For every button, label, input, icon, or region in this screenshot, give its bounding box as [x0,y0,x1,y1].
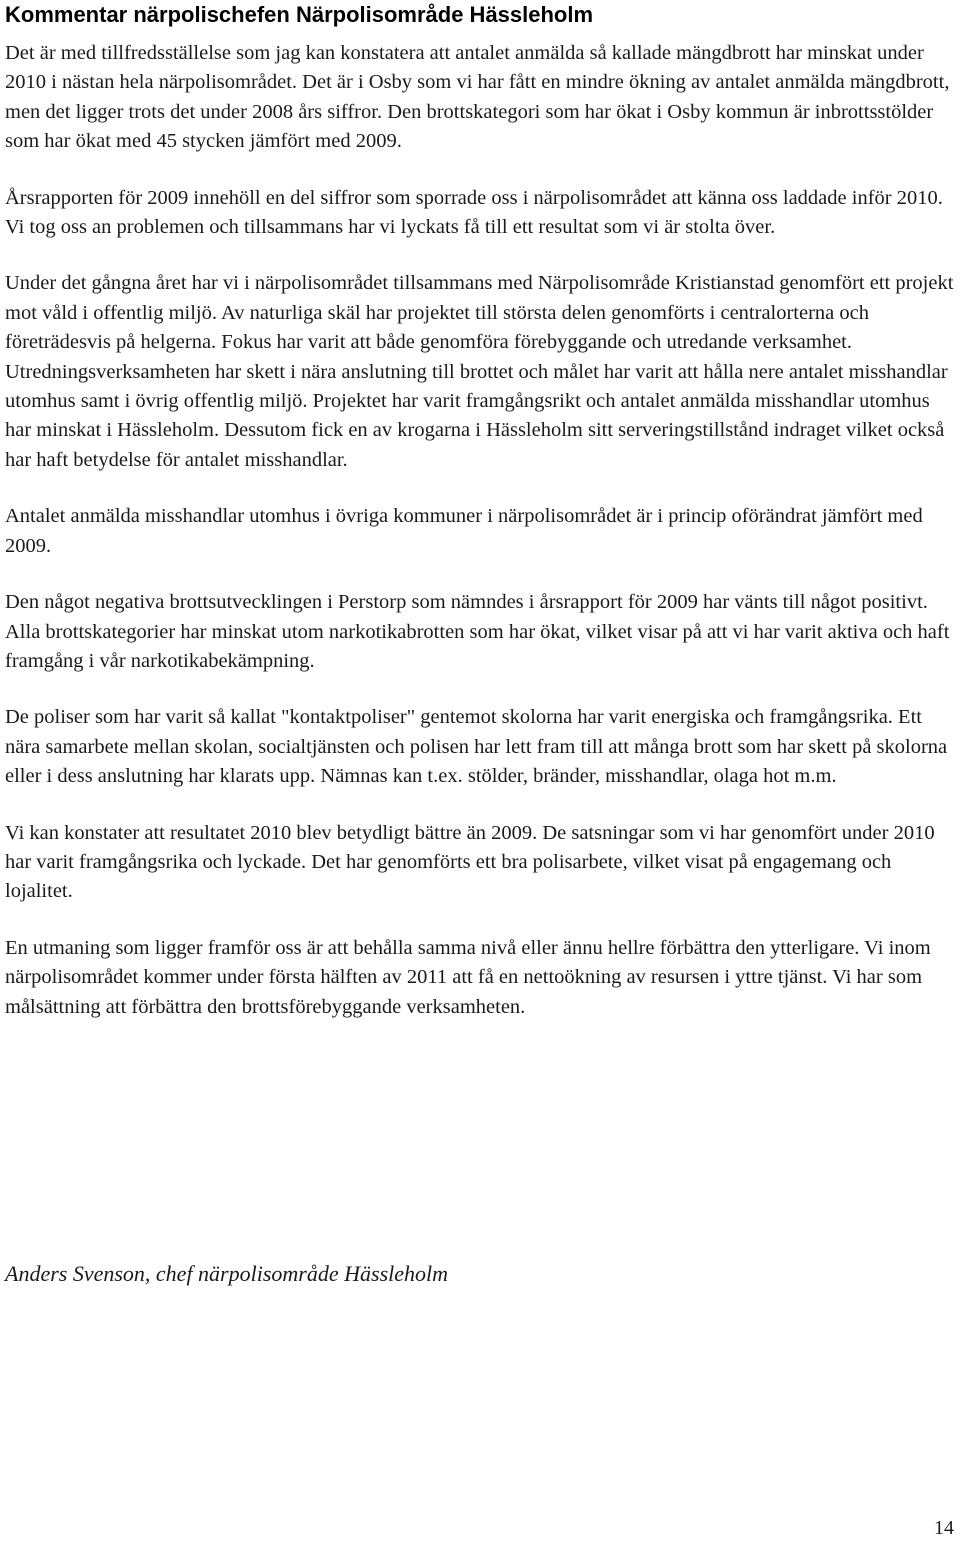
paragraph-arsrapport: Årsrapporten för 2009 innehöll en del siffror som sporrade oss i närpolisområdet att känna oss laddade inför 2010. Vi tog oss an problemen och tillsammans har vi lyckats få till ett resultat som vi är stolta över. [5,186,943,239]
paragraph-perstorp: Den något negativa brottsutvecklingen i Perstorp som nämndes i årsrapport för 2009 har vänts till något positivt. Alla brottskategorier har minskat utom narkotikabrotten som har ökat, vilket visar på att vi har varit aktiva och haft framgång i vår narkotikabekämpning. [5,591,950,672]
paragraph-vald-projekt: Under det gångna året har vi i närpolisområdet tillsammans med Närpolisområde Kristianstad genomfört ett projekt mot våld i offentlig miljö. Av naturliga skäl har projektet till största delen genomförts i centralorterna och företrädesvis på helgerna. Fokus har varit att både genomföra förebyggande och utredande verksamhet. Utredningsverksamheten har skett i nära anslutning till brottet och målet har varit att hålla nere antalet misshandlar utomhus samt i övrig offentlig miljö. Projektet har varit framgångsrikt och antalet anmälda misshandlar utomhus har minskat i Hässleholm. Dessutom fick en av krogarna i Hässleholm sitt serveringstillstånd indraget vilket också har haft betydelse för antalet misshandlar. [5,272,954,471]
paragraph-kontaktpoliser: De poliser som har varit så kallat "kontaktpoliser" gentemot skolorna har varit energiska och framgångsrika. Ett nära samarbete mellan skolan, socialtjänsten och polisen har lett fram till att många brott som har skett på skolorna eller i dess anslutning har klarats upp. Nämnas kan t.ex. stölder, bränder, misshandlar, olaga hot m.m. [5,706,948,788]
paragraph-mangdbrott: Det är med tillfredsställelse som jag kan konstatera att antalet anmälda så kallade mängdbrott har minskat under 2010 i nästan hela närpolisområdet. Det är i Osby som vi har fått en mindre ökning av antalet anmälda mängdbrott, men det ligger trots det under 2008 års siffror. Den brottskategori som har ökat i Osby kommun är inbrottsstölder som har ökat med 45 stycken jämfört med 2009. [5,42,950,153]
document-page [5,0,957,1049]
signature: Anders Svenson, chef närpolisområde Hässleholm [5,1261,449,1286]
paragraph-utmaning: En utmaning som ligger framför oss är att behålla samma nivå eller ännu hellre förbättra den ytterligare. Vi inom närpolisområdet kommer under första hälften av 2011 att få en nettoökning av resursen i yttre tjänst. Vi har som målsättning att förbättra den brottsförebyggande verksamheten. [5,936,931,1018]
paragraph-ovriga-kommuner: Antalet anmälda misshandlar utomhus i övriga kommuner i närpolisområdet är i princip oförändrat jämfört med 2009. [5,505,923,557]
paragraph-resultat: Vi kan konstater att resultatet 2010 blev betydligt bättre än 2009. De satsningar som vi har genomfört under 2010 har varit framgångsrika och lyckade. Det har genomförts ett bra polisarbete, vilket visat på engagemang och lojalitet. [5,821,935,903]
page-number: 14 [934,1517,954,1539]
document-heading: Kommentar närpolischefen Närpolisområde Hässleholm [5,2,594,27]
